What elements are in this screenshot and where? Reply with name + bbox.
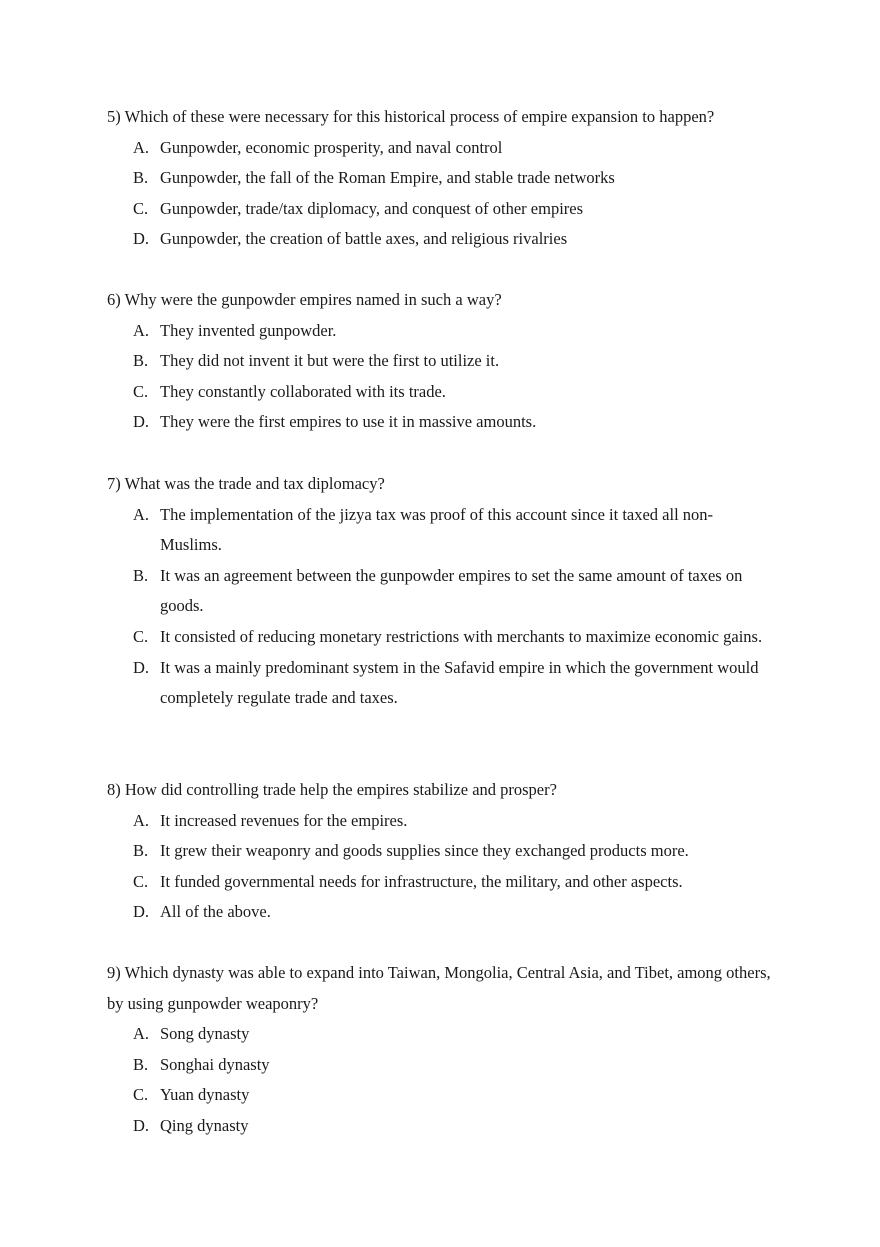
question-9 [107, 958, 787, 1142]
option-c: C. Gunpowder, trade/tax diplomacy, and conquest of other empires [133, 198, 584, 218]
option-a: A. Gunpowder, economic prosperity, and naval control [133, 137, 503, 157]
option-b: B. They did not invent it but were the first to utilize it. [133, 351, 500, 371]
option-d: D. Qing dynasty [133, 1115, 249, 1135]
option-b: B. Gunpowder, the fall of the Roman Empire, and stable trade networks [133, 168, 615, 188]
option-d: D. It was a mainly predominant system in the Safavid empire in which the government would completely regulate trade and taxes. [133, 657, 759, 708]
question-text: 5) Which of these were necessary for this historical process of empire expansion to happen? [107, 107, 715, 126]
option-d: D. All of the above. [133, 902, 271, 922]
question-8 [107, 775, 787, 928]
option-c: C. They constantly collaborated with its trade. [133, 381, 446, 401]
option-a: A. Song dynasty [133, 1024, 250, 1044]
option-c: C. Yuan dynasty [133, 1085, 250, 1105]
question-text: 7) What was the trade and tax diplomacy? [107, 474, 385, 493]
question-text: 8) How did controlling trade help the empires stabilize and prosper? [107, 780, 557, 799]
option-c: C. It funded governmental needs for infrastructure, the military, and other aspects. [133, 871, 683, 891]
question-5 [107, 102, 787, 255]
option-b: B. It was an agreement between the gunpowder empires to set the same amount of taxes on goods. [133, 565, 743, 616]
option-b: B. Songhai dynasty [133, 1054, 270, 1074]
option-a: A. It increased revenues for the empires. [133, 810, 408, 830]
question-6 [107, 285, 787, 438]
question-7 [107, 469, 787, 714]
option-c: C. It consisted of reducing monetary restrictions with merchants to maximize economic gains. [133, 626, 763, 646]
option-a: A. The implementation of the jizya tax was proof of this account since it taxed all non-Muslims. [133, 504, 714, 555]
option-b: B. It grew their weaponry and goods supplies since they exchanged products more. [133, 841, 689, 861]
question-text: 6) Why were the gunpowder empires named in such a way? [107, 290, 502, 309]
question-text: 9) Which dynasty was able to expand into Taiwan, Mongolia, Central Asia, and Tibet, among others, by using gunpowder weaponry? [107, 963, 771, 1013]
option-d: D. Gunpowder, the creation of battle axes, and religious rivalries [133, 229, 568, 249]
option-d: D. They were the first empires to use it in massive amounts. [133, 412, 537, 432]
option-a: A. They invented gunpowder. [133, 320, 337, 340]
